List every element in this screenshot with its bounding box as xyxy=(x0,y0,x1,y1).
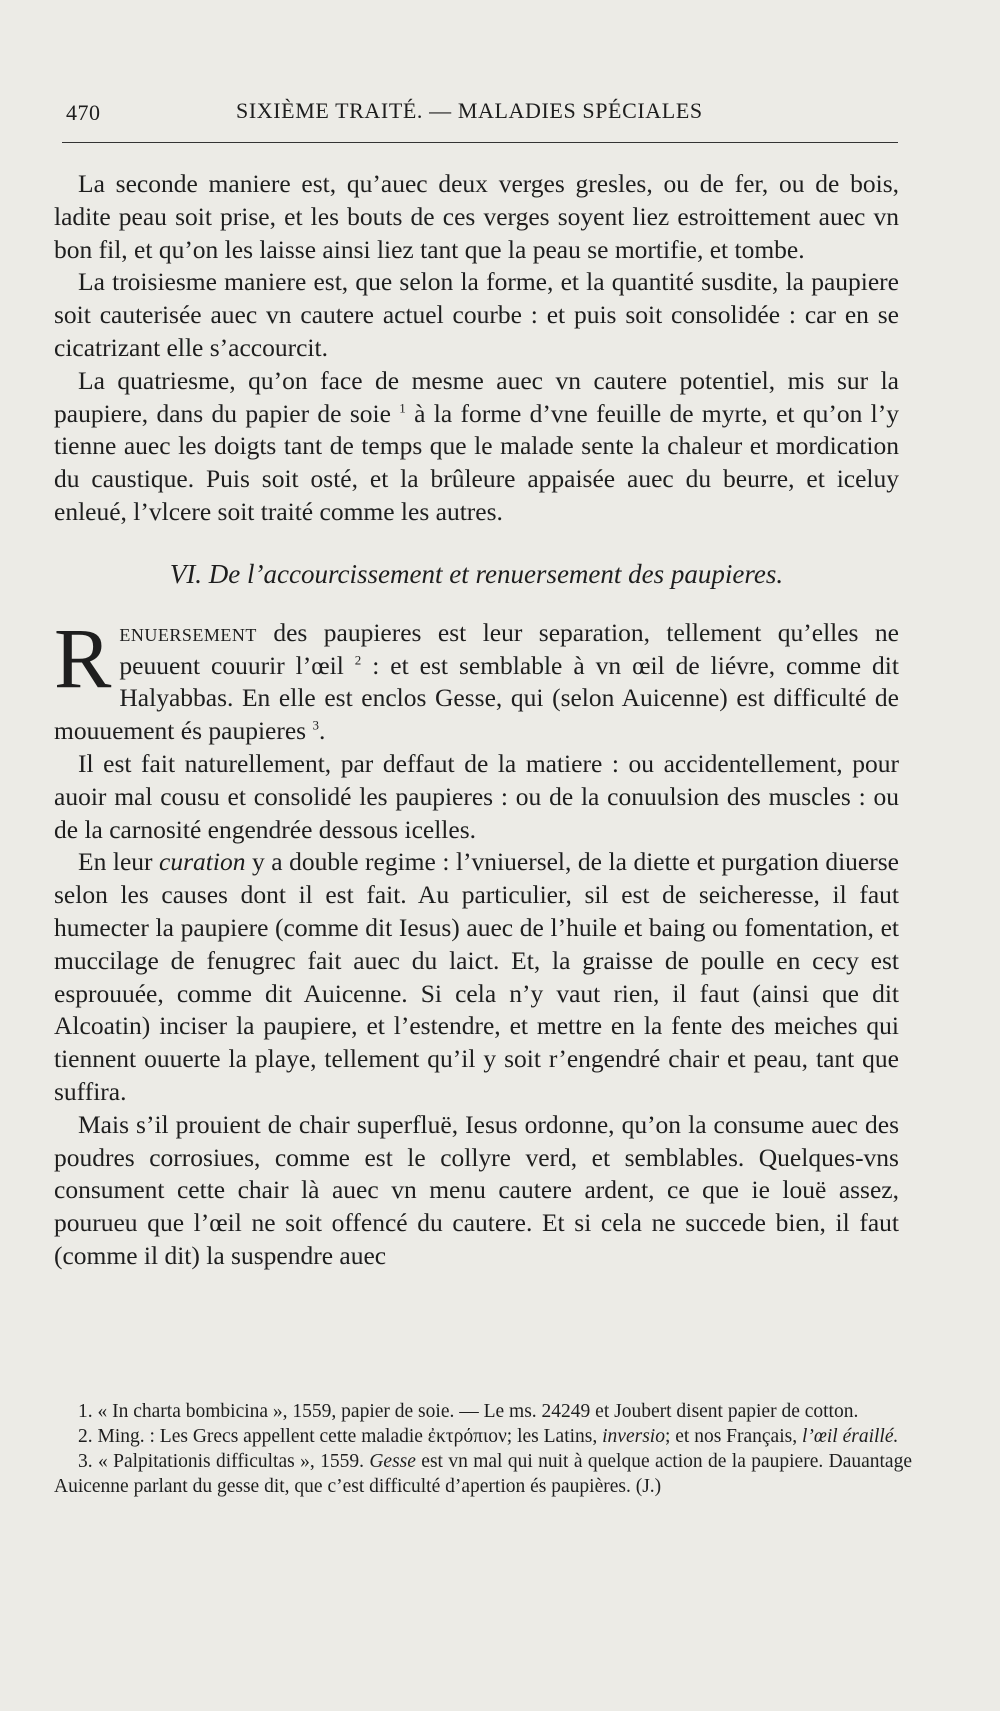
footnote-1: 1. « In charta bombicina », 1559, papier de soie. — Le ms. 24249 et Joubert disent papier de cotton. xyxy=(78,1401,859,1422)
section-title: VI. De l’accourcissement et renuersement des paupieres. xyxy=(169,558,784,589)
running-title: SIXIÈME TRAITÉ. — MALADIES SPÉCIALES xyxy=(236,98,703,123)
footnote-text: 3. « Palpitationis difficultas », 1559. xyxy=(78,1451,370,1472)
footnote-text: ; les Latins, xyxy=(506,1426,603,1447)
footnote-ref: 1 xyxy=(399,400,406,416)
paragraph-text: des paupieres est leur separation, tellement qu’elles ne peuuent couurir l’œil xyxy=(119,617,899,680)
footnote-3 xyxy=(54,1449,912,1499)
paragraph-curation xyxy=(54,846,899,1108)
paragraph-third-method: La troisiesme maniere est, que selon la forme, et la quantité susdite, la paupiere soit cauterisée auec vn cautere actuel courbe : et puis soit consolidée : car en se cicatrizant elle s’accourcit. xyxy=(54,267,899,362)
paragraph-text: à la forme d’vne feuille de myrte, et qu’on l’y tienne auec les doigts tant de temps que le malade sente la chaleur et mordication du caustique. Puis soit osté, et la brûleure appaisée auec du beurre, et iceluy enleué, l’vlcere soit traité comme les autres. xyxy=(54,398,899,526)
page-number: 470 xyxy=(66,100,101,125)
greek-term: ἐκτρόπιον xyxy=(427,1426,507,1447)
header-rule xyxy=(62,142,898,143)
french-term: l’œil éraillé. xyxy=(801,1426,899,1447)
paragraph-renuersement xyxy=(54,609,899,748)
footnote-ref: 3 xyxy=(312,717,319,733)
footnote-ref: 2 xyxy=(354,652,362,668)
paragraph-text: : et est semblable à vn œil de liévre, comme dit Halyabbas. En elle est enclos Gesse, qui (selon Auicenne) est difficulté de mouuement és paupieres xyxy=(54,650,899,746)
paragraph-text: La quatriesme, qu’on face de mesme auec vn cautere potentiel, mis sur la paupiere, dans du papier de soie xyxy=(54,365,899,428)
italic-term: curation xyxy=(159,847,246,877)
paragraph-second-method: La seconde maniere est, qu’auec deux verges gresles, ou de fer, ou de bois, ladite peau soit prise, et les bouts de ces verges soyent liez estroittement auec vn bon fil, et qu’on les laisse ainsi liez tant que la peau se mortifie, et tombe. xyxy=(54,169,899,264)
lead-word: enuersement xyxy=(119,617,257,647)
main-text xyxy=(54,168,899,1273)
paragraph-text: y a double regime : l’vniuersel, de la diette et purgation diuerse selon les causes dont il est fait. Au particulier, sil est de seicheresse, il faut humecter la paupiere (comme dit Iesus) auec de l’huile et baing ou fomentation, et muccilage de fenugrec fait auec du laict. Et, la graisse de poulle en cecy est esprouuée, comme dit Auicenne. Si cela n’y vaut rien, il faut (ainsi que dit Alcoatin) inciser la paupiere, et l’estendre, et mettre en la fente des meiches qui tiennent ouuerte la playe, tellement qu’il y soit r’engendré chair et peau, tant que suffira. xyxy=(54,847,899,1106)
paragraph-chair-superflue: Mais s’il prouient de chair superfluë, Iesus ordonne, qu’on la consume auec des poudres corrosiues, comme est le collyre verd, et semblables. Quelques-vns consument cette chair là auec vn menu cautere ardent, ce que ie louë assez, pourueu que l’œil ne soit offencé du cautere. Et si cela ne succede bien, il faut (comme il dit) la suspendre auec xyxy=(54,1109,899,1270)
footnote-text: ; et nos Français, xyxy=(664,1426,802,1447)
footnote-text: 2. Ming. : Les Grecs appellent cette maladie xyxy=(78,1426,428,1447)
italic-term: Gesse xyxy=(369,1451,416,1472)
paragraph-fourth-method xyxy=(54,365,899,529)
paragraph-text: En leur xyxy=(78,847,160,877)
paragraph-text: . xyxy=(318,716,326,746)
footnotes xyxy=(54,1399,912,1499)
paragraph-causes: Il est fait naturellement, par deffaut de la matiere : ou accidentellement, pour auoir mal cousu et consolidé les paupieres : ou de la conuulsion des muscles : ou de la carnosité engendrée dessous icelles. xyxy=(54,748,899,844)
footnote-text: est vn mal qui nuit à quelque action de la paupiere. Dauantage Auicenne parlant du gesse dit, que c’est difficulté d’apertion és paupières. (J.) xyxy=(54,1451,912,1497)
drop-cap: R xyxy=(54,609,112,706)
footnote-2 xyxy=(54,1424,912,1449)
running-header xyxy=(62,96,898,136)
latin-term: inversio xyxy=(602,1426,665,1447)
